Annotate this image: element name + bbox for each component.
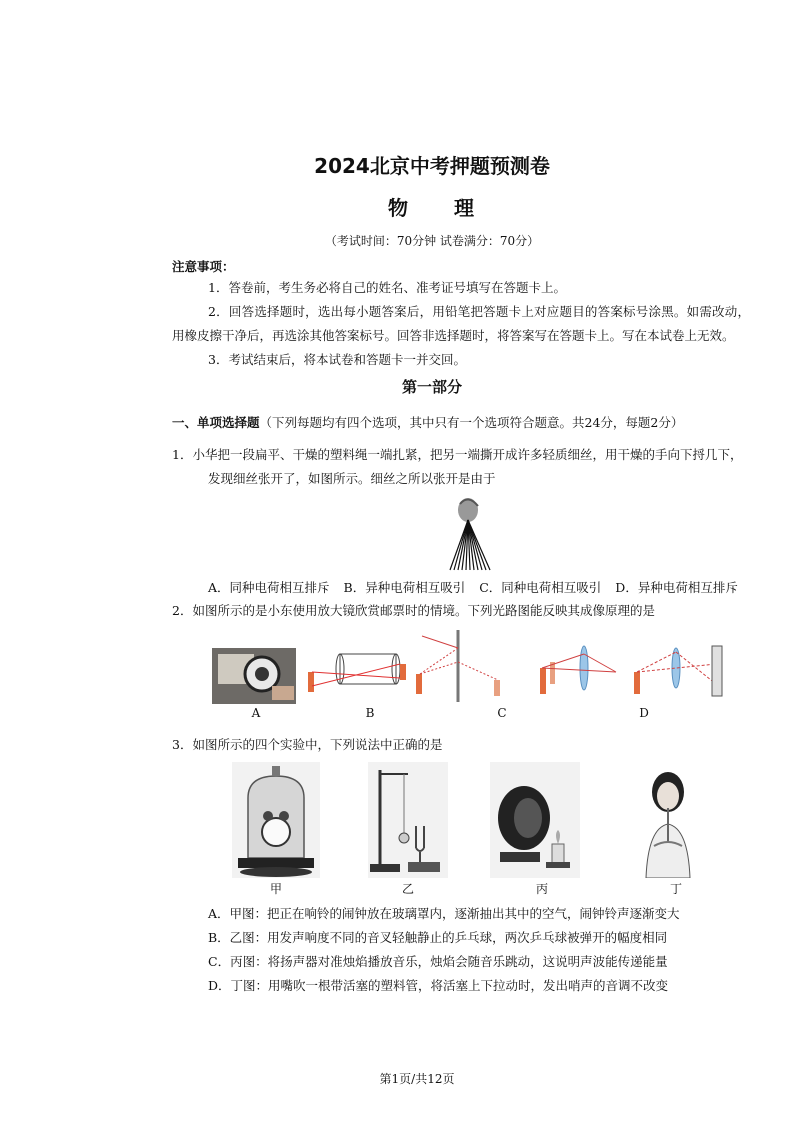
q2-caption-b: B bbox=[365, 706, 375, 720]
part-title: 第一部分 bbox=[401, 378, 462, 396]
page-footer: 第1页/共12页 bbox=[379, 1072, 455, 1086]
q1-option-a[interactable]: A．同种电荷相互排斥 bbox=[208, 580, 330, 595]
q1-option-c[interactable]: C．同种电荷相互吸引 bbox=[479, 580, 602, 595]
subject-title: 物 理 bbox=[388, 196, 476, 220]
q3-option-d[interactable]: D．丁图：用嘴吹一根带活塞的塑料管，将活塞上下拉动时，发出哨声的音调不改变 bbox=[208, 978, 669, 993]
q1-option-b[interactable]: B．异种电荷相互吸引 bbox=[343, 580, 466, 595]
q3-caption-ding: 丁 bbox=[669, 882, 682, 896]
notice-item-2: 2．回答选择题时，选出每小题答案后，用铅笔把答题卡上对应题目的答案标号涂黑。如需改动，用橡皮擦干净后，再选涂其他答案标号。回答非选择题时，将答案写在答题卡上。写在本试卷上无效。 bbox=[172, 304, 750, 343]
q3-figure-bell-jar bbox=[232, 762, 320, 878]
diagram-d1 bbox=[540, 646, 616, 694]
exam-info: （考试时间：70分钟 试卷满分：70分） bbox=[324, 234, 540, 248]
diagram-d2 bbox=[634, 646, 722, 696]
q2-magnifier-photo bbox=[212, 648, 296, 704]
q3-option-c[interactable]: C．丙图：将扬声器对准烛焰播放音乐，烛焰会随音乐跳动，这说明声波能传递能量 bbox=[208, 954, 668, 969]
q1-option-d[interactable]: D．异种电荷相互排斥 bbox=[615, 580, 738, 595]
q2-stem: 2．如图所示的是小东使用放大镜欣赏邮票时的情境。下列光路图能反映其成像原理的是 bbox=[172, 603, 655, 618]
q3-figure-tuning-fork bbox=[368, 762, 448, 878]
q3-caption-jia: 甲 bbox=[269, 882, 282, 896]
diagram-b bbox=[308, 654, 406, 692]
magnifier-icon bbox=[212, 648, 296, 704]
q2-ray-diagrams bbox=[304, 628, 744, 704]
q1-options bbox=[208, 578, 768, 598]
notice-heading: 注意事项： bbox=[172, 259, 235, 274]
q3-caption-bing: 丙 bbox=[535, 882, 548, 896]
section-title: 一、单项选择题 bbox=[172, 415, 260, 430]
q1-stem-cont: 发现细丝张开了，如图所示。细丝之所以张开是由于 bbox=[208, 471, 496, 486]
q2-caption-c: C bbox=[497, 706, 507, 720]
q2-caption-d: D bbox=[639, 706, 649, 720]
q1-figure-strands bbox=[446, 494, 494, 574]
section-heading bbox=[172, 411, 750, 435]
diagram-c bbox=[416, 630, 500, 702]
notice-item-1: 1．答卷前，考生务必将自己的姓名、准考证号填写在答题卡上。 bbox=[208, 280, 566, 295]
q3-option-b[interactable]: B．乙图：用发声响度不同的音叉轻触静止的乒乓球，两次乒乓球被弹开的幅度相同 bbox=[208, 930, 668, 945]
section-desc: （下列每题均有四个选项，其中只有一个选项符合题意。共24分，每题2分） bbox=[259, 415, 684, 430]
q2-caption-a: A bbox=[251, 706, 261, 720]
q3-figure-speaker bbox=[490, 762, 580, 878]
q3-figure-girl bbox=[628, 762, 708, 878]
q3-options bbox=[208, 902, 768, 998]
q3-option-a[interactable]: A．甲图：把正在响铃的闹钟放在玻璃罩内，逐渐抽出其中的空气，闹钟铃声逐渐变大 bbox=[208, 906, 680, 921]
notice-item-3: 3．考试结束后，将本试卷和答题卡一并交回。 bbox=[208, 352, 466, 367]
paper-title: 2024北京中考押题预测卷 bbox=[314, 154, 550, 178]
q1-stem: 1．小华把一段扁平、干燥的塑料绳一端扎紧，把另一端撕开成许多轻质细丝，用干燥的手向下捋几下， bbox=[172, 447, 743, 462]
q3-caption-yi: 乙 bbox=[401, 882, 414, 896]
q3-stem: 3．如图所示的四个实验中，下列说法中正确的是 bbox=[172, 737, 443, 752]
